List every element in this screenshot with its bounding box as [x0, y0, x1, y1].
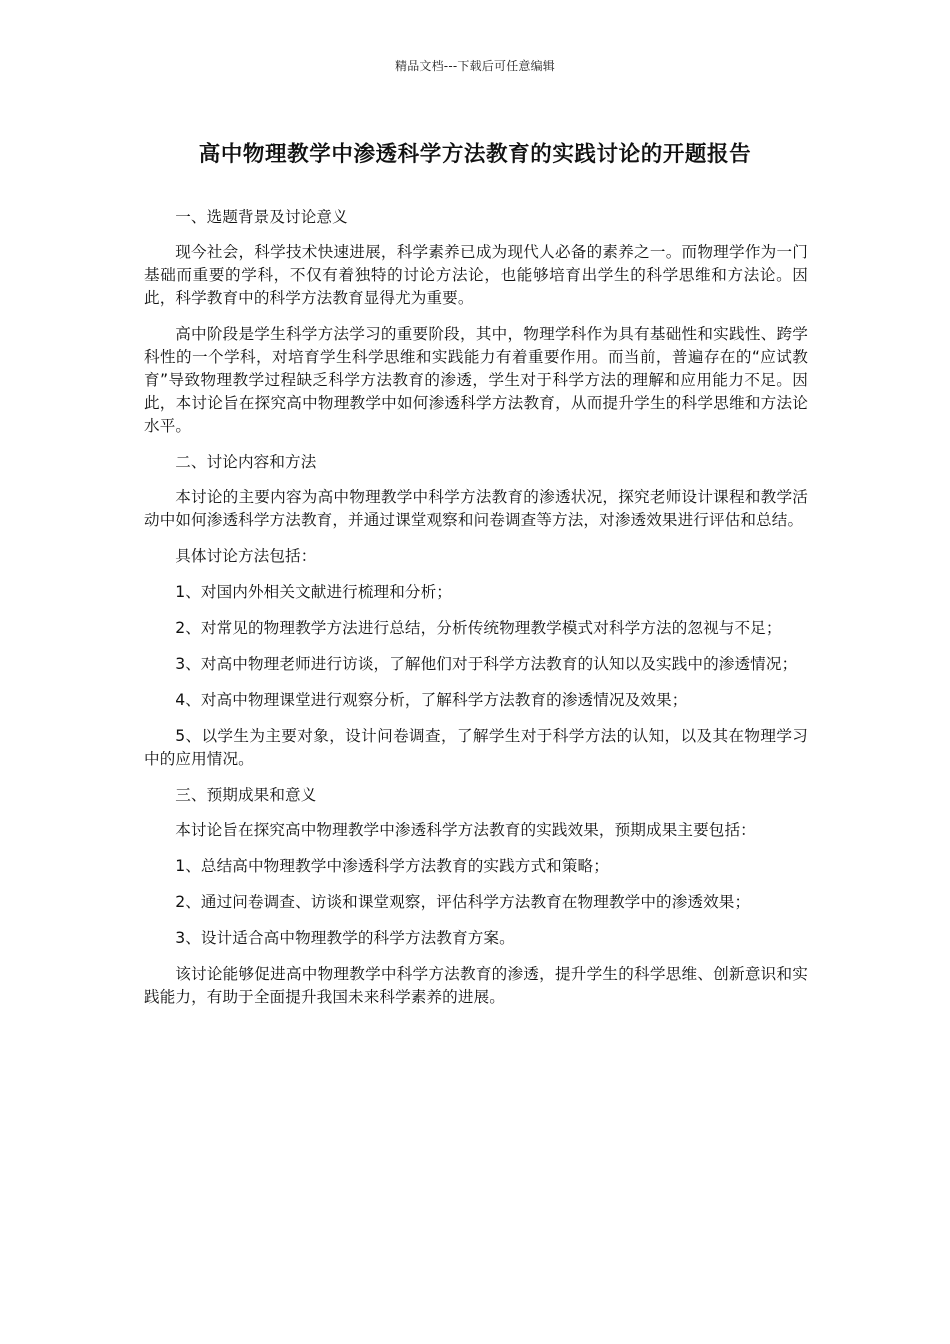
document-body: [144, 206, 808, 1022]
list-item: 1、对国内外相关文献进行梳理和分析；: [175, 583, 453, 601]
section-heading-outcomes: 三、预期成果和意义: [175, 786, 317, 804]
list-item: 3、对高中物理老师进行访谈，了解他们对于科学方法教育的认知以及实践中的渗透情况；: [175, 655, 798, 673]
header-watermark: 精品文档---下载后可任意编辑: [395, 59, 555, 73]
paragraph: 现今社会，科学技术快速进展，科学素养已成为现代人必备的素养之一。而物理学作为一门基础而重要的学科，不仅有着独特的讨论方法论，也能够培育出学生的科学思维和方法论。因此，科学教育中的科学方法教育显得尤为重要。: [144, 243, 808, 307]
paragraph: 本讨论的主要内容为高中物理教学中科学方法教育的渗透状况，探究老师设计课程和教学活动中如何渗透科学方法教育，并通过课堂观察和问卷调查等方法，对渗透效果进行评估和总结。: [144, 488, 808, 529]
paragraph: 具体讨论方法包括：: [175, 547, 317, 565]
list-item: 1、总结高中物理教学中渗透科学方法教育的实践方式和策略；: [175, 857, 609, 875]
paragraph: 该讨论能够促进高中物理教学中科学方法教育的渗透，提升学生的科学思维、创新意识和实践能力，有助于全面提升我国未来科学素养的进展。: [144, 965, 808, 1006]
paragraph: 高中阶段是学生科学方法学习的重要阶段，其中，物理学科作为具有基础性和实践性、跨学科性的一个学科，对培育学生科学思维和实践能力有着重要作用。而当前，普遍存在的“应试教育”导致物理教学过程缺乏科学方法教育的渗透，学生对于科学方法的理解和应用能力不足。因此，本讨论旨在探究高中物理教学中如何渗透科学方法教育，从而提升学生的科学思维和方法论水平。: [144, 325, 808, 435]
section-heading-content-method: 二、讨论内容和方法: [175, 453, 317, 471]
document-title: 高中物理教学中渗透科学方法教育的实践讨论的开题报告: [198, 142, 752, 167]
list-item: 2、对常见的物理教学方法进行总结，分析传统物理教学模式对科学方法的忽视与不足；: [175, 619, 782, 637]
list-item: 3、设计适合高中物理教学的科学方法教育方案。: [175, 929, 515, 947]
section-heading-background: 一、选题背景及讨论意义: [175, 208, 348, 226]
list-item: 5、以学生为主要对象，设计问卷调查，了解学生对于科学方法的认知，以及其在物理学习中的应用情况。: [144, 727, 808, 768]
list-item: 4、对高中物理课堂进行观察分析，了解科学方法教育的渗透情况及效果；: [175, 691, 688, 709]
list-item: 2、通过问卷调查、访谈和课堂观察，评估科学方法教育在物理教学中的渗透效果；: [175, 893, 751, 911]
paragraph: 本讨论旨在探究高中物理教学中渗透科学方法教育的实践效果，预期成果主要包括：: [175, 821, 756, 839]
